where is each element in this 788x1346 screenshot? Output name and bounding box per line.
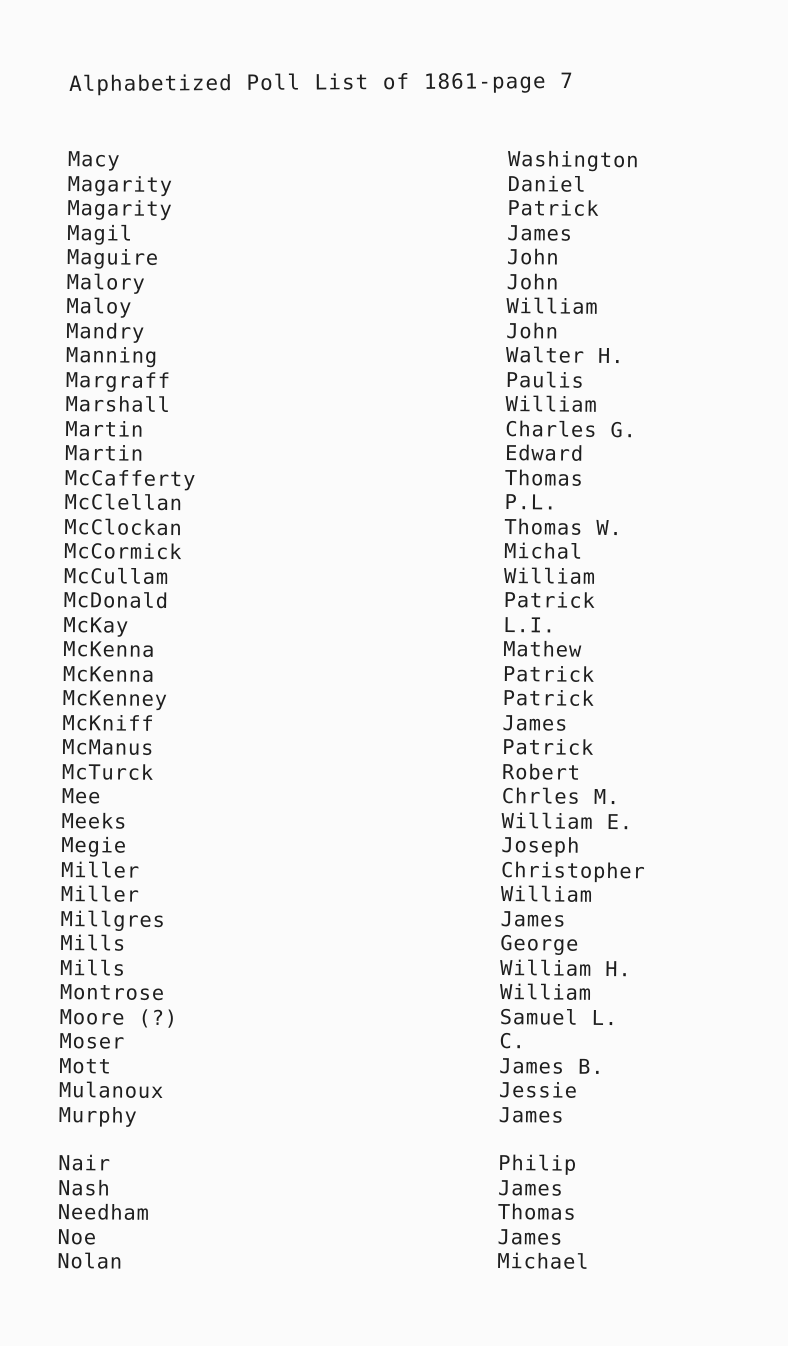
surname-entry: Maloy bbox=[66, 293, 133, 319]
surname-group-m bbox=[59, 147, 200, 1128]
given-name-entry: Patrick bbox=[502, 661, 596, 687]
given-name-entry: Paulis bbox=[505, 367, 585, 393]
surname-group-n bbox=[57, 1151, 190, 1275]
given-name-entry: William H. bbox=[500, 955, 632, 981]
surname-entry: McCafferty bbox=[64, 465, 197, 491]
surname-entry: Magarity bbox=[67, 171, 173, 197]
given-name-entry: L.I. bbox=[503, 612, 557, 637]
given-name-entry: Chrles M. bbox=[501, 783, 621, 810]
surname-entry: Mulanoux bbox=[58, 1077, 165, 1103]
surname-entry: Nash bbox=[57, 1175, 111, 1200]
surname-entry: Mills bbox=[60, 955, 126, 981]
given-name-entry: Washington bbox=[507, 147, 640, 173]
given-name-entry: Thomas W. bbox=[504, 514, 623, 540]
given-name-entry: James bbox=[498, 1102, 565, 1128]
given-name-entry: James bbox=[497, 1175, 564, 1201]
given-name-group-n bbox=[497, 1151, 643, 1275]
given-name-entry: William bbox=[503, 563, 596, 589]
given-name-entry: Walter H. bbox=[505, 342, 625, 369]
surname-entry: Moore (?) bbox=[59, 1004, 179, 1030]
surname-entry: Mott bbox=[59, 1053, 112, 1078]
given-name-entry: William bbox=[499, 979, 592, 1005]
surname-entry: McKenna bbox=[62, 661, 156, 687]
given-name-entry: P.L. bbox=[504, 489, 558, 515]
given-name-entry: Daniel bbox=[507, 171, 587, 197]
section-gap bbox=[498, 1127, 643, 1152]
surname-entry: Miller bbox=[60, 881, 140, 907]
surname-entry: Magil bbox=[67, 220, 134, 246]
given-name-entry: Michal bbox=[504, 538, 584, 564]
given-name-entry: Charles G. bbox=[505, 416, 637, 442]
given-name-entry: James bbox=[500, 906, 567, 932]
given-name-entry: John bbox=[506, 269, 560, 294]
surname-entry: McDonald bbox=[63, 587, 169, 613]
surname-entry: McKenney bbox=[62, 685, 168, 711]
surname-column bbox=[57, 147, 199, 1275]
given-name-entry: John bbox=[506, 244, 560, 270]
surname-entry: Noe bbox=[57, 1224, 98, 1249]
given-name-entry: George bbox=[500, 930, 580, 956]
surname-entry: Martin bbox=[65, 416, 145, 442]
given-name-entry: Mathew bbox=[503, 636, 583, 662]
surname-entry: Miller bbox=[60, 857, 141, 883]
given-name-entry: Joseph bbox=[501, 832, 581, 858]
surname-entry: McKay bbox=[63, 612, 130, 638]
surname-entry: McKenna bbox=[63, 636, 156, 662]
given-name-entry: Philip bbox=[498, 1150, 578, 1176]
surname-entry: Nolan bbox=[57, 1248, 124, 1274]
surname-entry: Nair bbox=[58, 1150, 111, 1176]
surname-entry: Montrose bbox=[59, 979, 166, 1005]
surname-entry: Murphy bbox=[58, 1102, 138, 1128]
given-name-entry: William E. bbox=[501, 808, 634, 834]
surname-entry: Maguire bbox=[66, 244, 160, 270]
surname-entry: Mills bbox=[60, 930, 127, 956]
given-name-entry: Patrick bbox=[507, 195, 600, 221]
given-name-entry: William bbox=[505, 391, 598, 417]
surname-entry: Marshall bbox=[65, 391, 171, 417]
given-name-entry: Patrick bbox=[502, 734, 595, 760]
surname-entry: McClockan bbox=[64, 514, 183, 540]
surname-entry: Malory bbox=[66, 269, 146, 295]
surname-entry: Manning bbox=[65, 342, 159, 368]
surname-entry: Magarity bbox=[67, 195, 173, 222]
surname-entry: Mandry bbox=[66, 318, 146, 344]
given-name-entry: Thomas bbox=[497, 1199, 577, 1225]
surname-entry: Martin bbox=[64, 440, 145, 466]
surname-entry: Millgres bbox=[60, 906, 166, 932]
given-name-entry: James bbox=[497, 1224, 564, 1250]
given-name-entry: Robert bbox=[501, 759, 581, 785]
surname-entry: Moser bbox=[59, 1028, 126, 1054]
given-name-entry: Christopher bbox=[500, 857, 646, 883]
given-name-entry: Thomas bbox=[504, 465, 584, 491]
surname-entry: Margraff bbox=[65, 367, 172, 393]
given-name-entry: James B. bbox=[499, 1053, 605, 1079]
given-name-entry: James bbox=[507, 220, 574, 246]
given-name-entry: Patrick bbox=[502, 685, 595, 711]
surname-entry: Needham bbox=[57, 1199, 150, 1225]
surname-entry: McCormick bbox=[64, 538, 183, 565]
given-name-entry: Edward bbox=[504, 440, 585, 466]
section-gap bbox=[58, 1127, 190, 1152]
page-title: Alphabetized Poll List of 1861-page 7 bbox=[69, 68, 574, 96]
surname-entry: McManus bbox=[62, 734, 155, 760]
given-name-entry: William bbox=[506, 293, 599, 319]
given-name-entry: Samuel L. bbox=[499, 1004, 619, 1030]
given-name-entry: Jessie bbox=[498, 1077, 578, 1103]
given-name-entry: C. bbox=[499, 1028, 526, 1054]
surname-entry: McCullam bbox=[63, 563, 170, 589]
surname-entry: Macy bbox=[67, 147, 121, 172]
given-name-entry: Michael bbox=[497, 1248, 590, 1274]
surname-entry: Megie bbox=[61, 832, 128, 858]
surname-entry: McKniff bbox=[62, 710, 155, 736]
given-name-entry: John bbox=[506, 318, 559, 343]
given-name-column bbox=[497, 147, 652, 1275]
surname-entry: Mee bbox=[61, 783, 102, 809]
surname-entry: McTurck bbox=[61, 759, 155, 785]
given-name-entry: William bbox=[500, 881, 593, 907]
given-name-group-m bbox=[499, 147, 653, 1128]
given-name-entry: James bbox=[502, 710, 569, 736]
surname-entry: McClellan bbox=[64, 489, 183, 516]
given-name-entry: Patrick bbox=[503, 587, 596, 613]
surname-entry: Meeks bbox=[61, 808, 128, 834]
